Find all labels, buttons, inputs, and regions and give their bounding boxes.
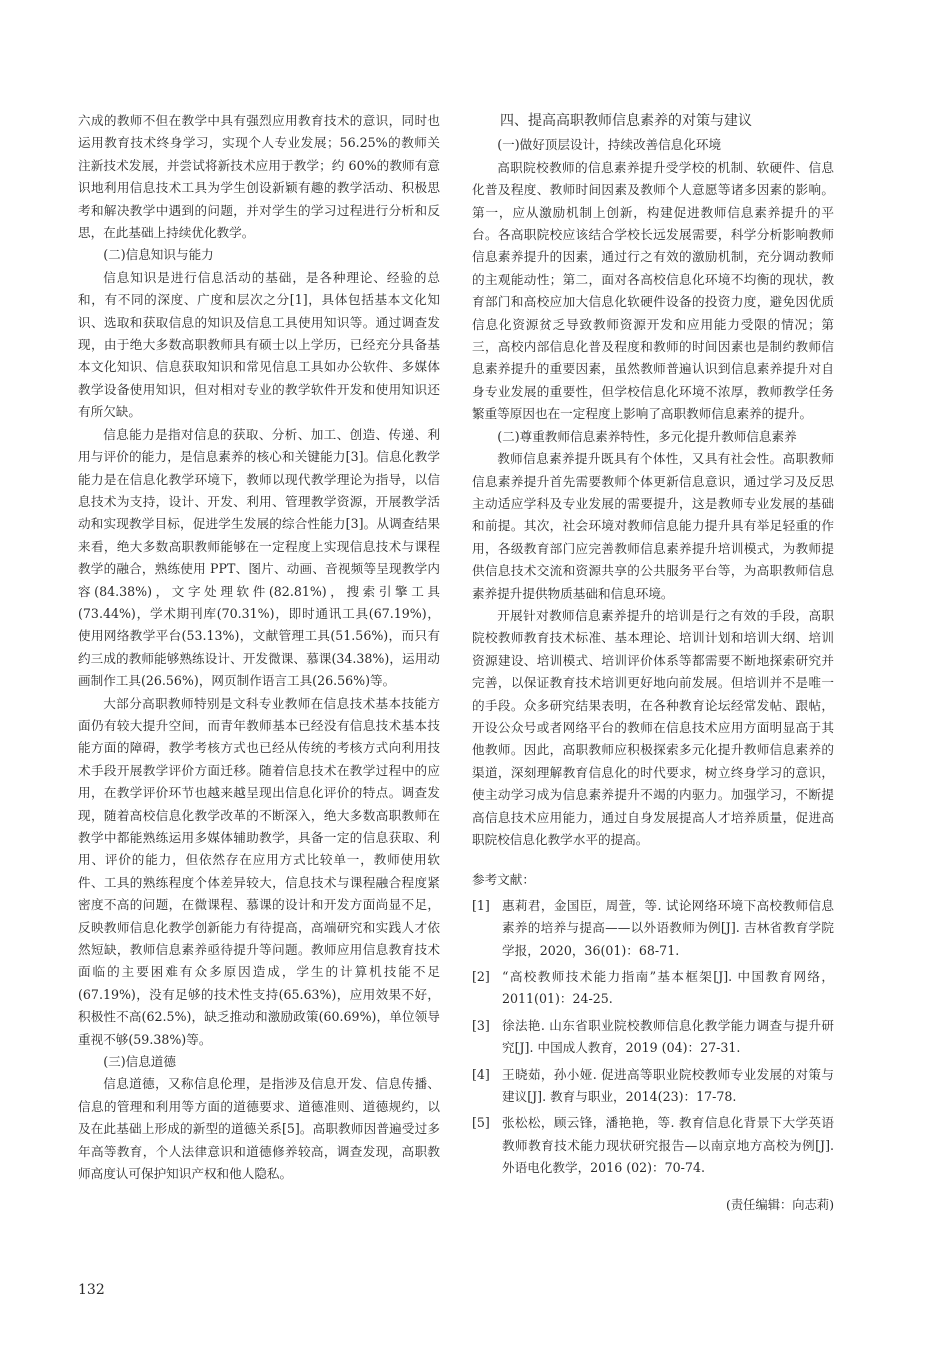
reference-number: [1] [472,897,490,913]
paragraph-knowledge-1: 信息知识是进行信息活动的基础，是各种理论、经验的总和，有不同的深度、广度和层次之分[1]，具体包括基本文化知识、选取和获取信息的知识及信息工具使用知识等。通过调查发现，由于绝大多数高职教师具有硕士以上学历，已经充分具备基本文化知识、信息获取知识和常见信息工具如办公软件、多媒体教学设备使用知识，但对相对专业的教学软件开发和使用知识还有所欠缺。 [78,269,440,420]
paragraph-knowledge-3: 大部分高职教师特别是文科专业教师在信息技术基本技能方面仍有较大提升空间，而青年教师基本已经没有信息技术基本技能方面的障碍，教学考核方式也已经从传统的考核方式向利用技术手段开展教学评价方面迁移。随着信息技术在教学过程中的应用，在教学评价环节也越来越呈现出信息化评价的特点。调查发现，随着高校信息化教学改革的不断深入，绝大多数高职教师在教学中都能熟练运用多媒体辅助教学，具备一定的信息获取、利用、评价的能力，但依然存在应用方式比较单一，教师使用软件、工具的熟练程度个体差异较大，信息技术与课程融合程度紧密度不高的问题，在微课程、慕课的设计和开发方面尚显不足，反映教师信息化教学创新能力有待提高，高端研究和实践人才依然短缺，教师信息素养亟待提升等问题。教师应用信息教育技术面临的主要困难有众多原因造成，学生的计算机技能不足(67.19%)，没有足够的技术性支持(65.63%)，应用效果不好，积极性不高(62.5%)，缺乏推动和激励政策(60.69%)，单位领导重视不够(59.38%)等。 [78,695,440,1047]
paragraph-knowledge-2: 信息能力是指对信息的获取、分析、加工、创造、传递、利用与评价的能力，是信息素养的核心和关键能力[3]。信息化教学能力是在信息化教学环境下，教师以现代教学理论为指导，以信息技术为支持，设计、开发、利用、管理教学资源，开展教学活动和实现教学目标，促进学生发展的综合性能力[3]。从调查结果来看，绝大多数高职教师能够在一定程度上实现信息技术与课程教学的融合，熟练使用 PPT、图片、动画、音视频等呈现教学内容(84.38%)，文字处理软件(82.81%)，搜索引擎工具(73.44%)，学术期刊库(70.31%)，即时通讯工具(67.19%)，使用网络教学平台(53.13%)，文献管理工具(51.56%)，而只有约三成的教师能够熟练设计、开发微课、慕课(34.38%)，运用动画制作工具(26.56%)，网页制作语言工具(26.56%)等。 [78,426,440,689]
paragraph-intro: 六成的教师不但在教学中具有强烈应用教育技术的意识，同时也运用教育技术终身学习，实现个人专业发展；56.25%的教师关注新技术发展，并尝试将新技术应用于教学；约 60%的教师有意识地利用信息技术工具为学生创设新颖有趣的教学活动、积极思考和解决教学中遇到的问题，并对学生的学习过程进行分析和反思，在此基础上持续优化教学。 [78,113,440,241]
right-column [472,110,834,1216]
references-heading: 参考文献： [472,872,535,888]
heading-top-design: (一)做好顶层设计，持续改善信息化环境 [497,137,722,153]
paragraph-respect-2: 开展针对教师信息素养提升的培训是行之有效的手段，高职院校教师教育技术标准、基本理论、培训计划和培训大纲、培训资源建设、培训模式、培训评价体系等都需要不断地探索研究并完善，以保证教育技术培训更好地向前发展。但培训并不是唯一的手段。众多研究结果表明，在各种教育论坛经常发帖、跟帖，开设公众号或者网络平台的教师在信息技术应用方面明显高于其他教师。因此，高职教师应积极探索多元化提升教师信息素养的渠道，深刻理解教育信息化的时代要求，树立终身学习的意识，使主动学习成为信息素养提升不竭的内驱力。加强学习，不断提高信息技术应用能力，通过自身发展提高人才培养质量，促进高职院校信息化教学水平的提高。 [472,607,834,847]
heading-knowledge-ability: (二)信息知识与能力 [103,247,214,263]
reference-item [472,1112,834,1179]
heading-ethics: (三)信息道德 [103,1054,176,1070]
reference-text: “高校教师技术能力指南”基本框架[J]. 中国教育网络，2011(01)：24-25. [502,969,834,1007]
heading-respect: (二)尊重教师信息素养特性，多元化提升教师信息素养 [497,428,797,444]
reference-text: 徐法艳. 山东省职业院校教师信息化教学能力调查与提升研究[J]. 中国成人教育，2019 (04)：27-31. [502,1017,834,1056]
left-column [78,110,440,1186]
paragraph-ethics: 信息道德，又称信息伦理，是指涉及信息开发、信息传播、信息的管理和利用等方面的道德要求、道德准则、道德规约，以及在此基础上形成的新型的道德关系[5]。高职教师因普遍受过多年高等教育，个人法律意识和道德修养较高，调查发现，高职教师高度认可保护知识产权和他人隐私。 [78,1076,440,1182]
reference-item [472,966,834,1011]
section-title: 四、提高高职教师信息素养的对策与建议 [500,113,752,129]
reference-item [472,1064,834,1109]
reference-number: [3] [472,1017,490,1033]
reference-item [472,895,834,962]
reference-text: 王晓茹，孙小娅. 促进高等职业院校教师专业发展的对策与建议[J]. 教育与职业，2014(23)：17-78. [502,1066,834,1105]
paragraph-respect-1: 教师信息素养提升既具有个体性，又具有社会性。高职教师信息素养提升首先需要教师个体更新信息意识，通过学习及反思主动适应学科及专业发展的需要提升，这是教师专业发展的基础和前提。其次，社会环境对教师信息能力提升具有举足轻重的作用，各级教育部门应完善教师信息素养提升培训模式，为教师提供信息技术交流和资源共享的公共服务平台等，为高职教师信息素养提升提供物质基础和信息环境。 [472,451,834,601]
editor-note: (责任编辑：向志莉) [726,1197,834,1212]
reference-list [472,895,834,1180]
page-number: 132 [78,1282,105,1298]
reference-item [472,1015,834,1060]
reference-text: 张松松，顾云锋，潘艳艳，等. 教育信息化背景下大学英语教师教育技术能力现状研究报告—以南京地方高校为例[J]. 外语电化教学，2016 (02)：70-74. [502,1115,834,1176]
reference-number: [2] [472,969,490,985]
reference-number: [5] [472,1115,490,1131]
paragraph-top-design: 高职院校教师的信息素养提升受学校的机制、软硬件、信息化普及程度、教师时间因素及教师个人意愿等诸多因素的影响。第一，应从激励机制上创新，构建促进教师信息素养提升的平台。各高职院校应该结合学校长远发展需要，科学分析影响教师信息素养提升的因素，通过行之有效的激励机制，充分调动教师的主观能动性；第二，面对各高校信息化环境不均衡的现状，教育部门和高校应加大信息化软硬件设备的投资力度，避免因优质信息化资源贫乏导致教师资源开发和应用能力受限的情况；第三，高校内部信息化普及程度和教师的时间因素也是制约教师信息素养提升的重要因素，虽然教师普遍认识到信息素养提升对自身专业发展的重要性，但学校信息化环境不浓厚，教师教学任务繁重等原因也在一定程度上影响了高职教师信息素养的提升。 [472,159,834,422]
reference-text: 惠莉君，金国臣，周萱，等. 试论网络环境下高校教师信息素养的培养与提高——以外语教师为例[J]. 吉林省教育学院学报，2020，36(01)：68-71. [502,897,834,958]
reference-number: [4] [472,1066,490,1082]
